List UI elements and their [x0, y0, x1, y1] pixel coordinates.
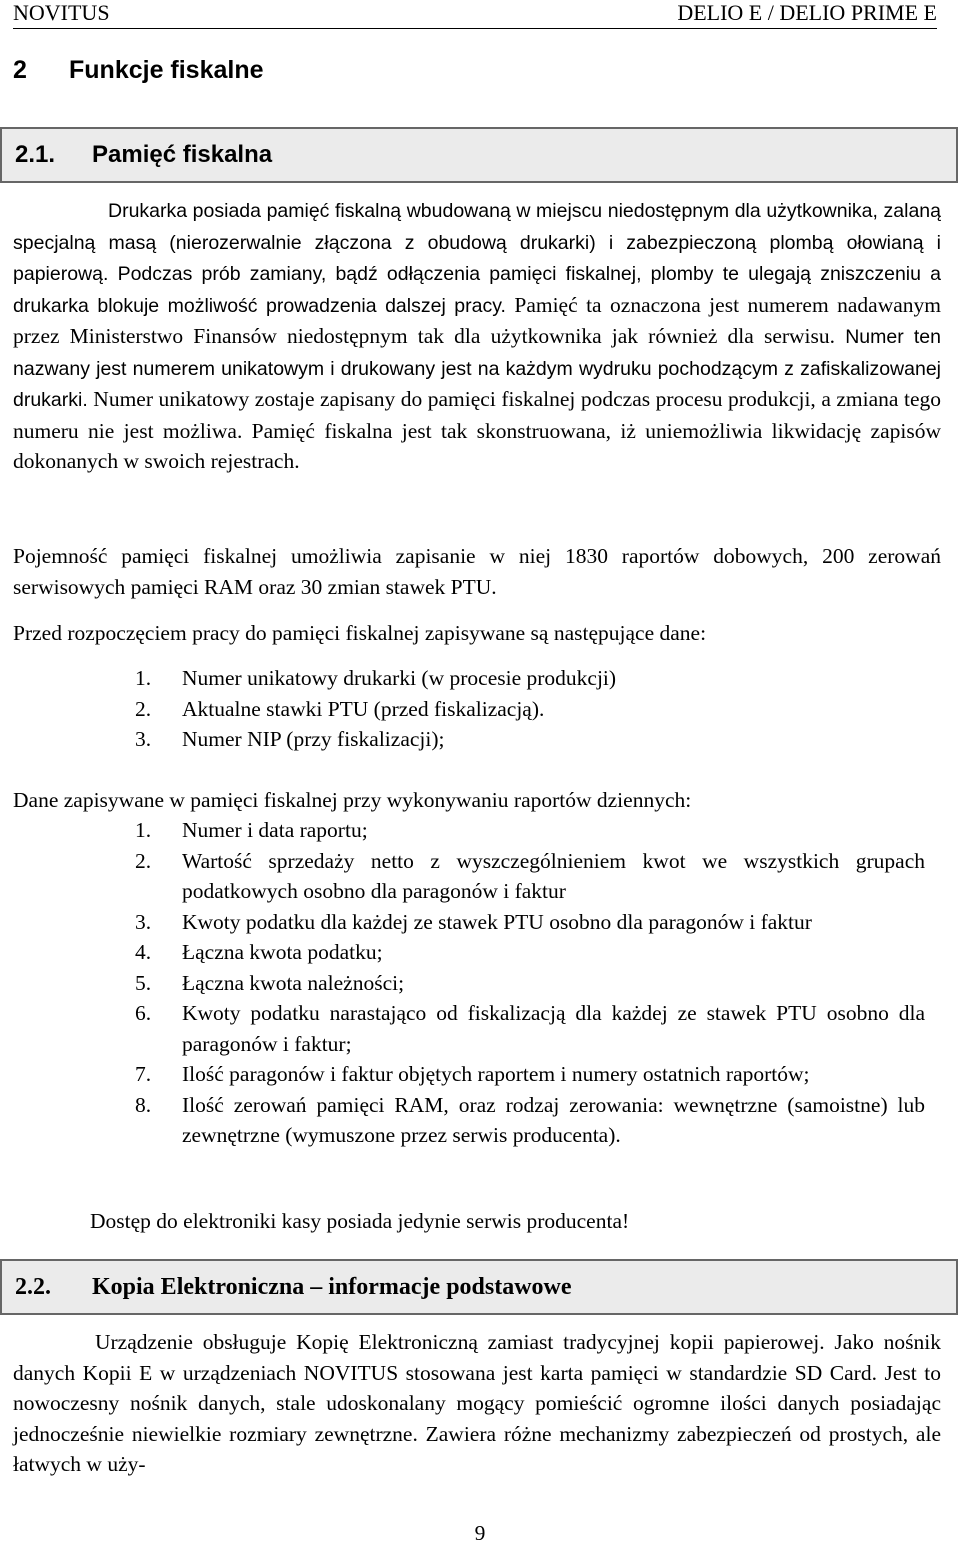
paragraph-fiscal-memory — [13, 195, 941, 477]
list-item: 7. Ilość paragonów i faktur objętych raportem i numery ostatnich raportów; — [135, 1062, 810, 1086]
paragraph-electronic-copy: Urządzenie obsługuje Kopię Elektroniczną zamiast tradycyjnej kopii papierowej. Jako nośnik danych Kopii E w urządzeniach NOVITUS stosowana jest karta pamięci w standardzie SD Card. Jest to nowoczesny nośnik danych, stale udoskonalany mogący pomieścić ogromne ilości danych posiadając jednocześnie niewielkie rozmiary zewnętrzne. Zawiera różne mechanizmy zabezpieczeń od prostych, ale łatwych w uży- — [13, 1330, 941, 1476]
header-right: DELIO E / DELIO PRIME E — [677, 0, 937, 25]
chapter-title: Funkcje fiskalne — [69, 56, 264, 84]
list-item: 4. Łączna kwota podatku; — [135, 940, 383, 964]
list-daily-report-data — [135, 815, 925, 1151]
paragraph-sans-part-2: Podczas prób zamiany, bądź odłączenia pamięci fiskalnej, plomby te ulegają zniszczeniu a drukarka blokuje możliwość prowadzenia dalszej pracy. — [13, 263, 941, 317]
section-title: Kopia Elektroniczna – informacje podstawowe — [92, 1274, 572, 1300]
paragraph-serif-rest: Numer unikatowy zostaje zapisany do pamięci fiskalnej podczas procesu produkcji, a zmiana tego numeru nie jest możliwa. Pamięć fiskalna jest tak skonstruowana, iż uniemożliwia likwidację zapisów dokonanych w swoich rejestrach. — [13, 387, 941, 473]
list-initial-data — [135, 663, 925, 755]
section-title: Pamięć fiskalna — [92, 141, 273, 168]
list-item: 2. Aktualne stawki PTU (przed fiskalizacją). — [135, 696, 545, 721]
chapter-number: 2 — [13, 56, 27, 84]
paragraph-daily-reports: Dane zapisywane w pamięci fiskalnej przy wykonywaniu raportów dziennych: — [13, 788, 692, 812]
paragraph-sans-part-3: Numer ten nazwany jest numerem unikatowym i drukowany jest na każdym wydruku pochodzącym z zafiskalizowanej drukarki. — [13, 326, 942, 411]
list-item: 3. Numer NIP (przy fiskalizacji); — [135, 727, 445, 751]
section-number: 2.1. — [15, 141, 56, 168]
paragraph-before-work: Przed rozpoczęciem pracy do pamięci fiskalnej zapisywane są następujące dane: — [13, 621, 707, 645]
header-divider — [13, 28, 937, 29]
list-item: 6. Kwoty podatku narastająco od fiskalizacją dla każdej ze stawek PTU osobno dla paragonów i faktur; — [135, 1001, 925, 1056]
section-heading-2-2 — [0, 1259, 958, 1315]
section-heading-2-1 — [0, 127, 958, 183]
page-number: 9 — [474, 1521, 486, 1545]
chapter-heading — [13, 55, 264, 85]
section-number: 2.2. — [15, 1274, 51, 1300]
paragraph-sans-part: Drukarka posiada pamięć fiskalną wbudowaną w miejscu niedostępnym dla użytkownika, zalaną specjalną masą (nierozerwalnie złączona z obudową drukarki) i zabezpieczoną plombą ołowianą i papierową. — [13, 200, 941, 285]
list-item: 5. Łączna kwota należności; — [135, 970, 405, 995]
list-item: 3. Kwoty podatku dla każdej ze stawek PTU osobno dla paragonów i faktur — [135, 909, 812, 934]
list-item: 1. Numer i data raportu; — [135, 818, 368, 842]
paragraph-capacity: Pojemność pamięci fiskalnej umożliwia zapisanie w niej 1830 raportów dobowych, 200 zerowań serwisowych pamięci RAM oraz 30 zmian stawek PTU. — [13, 544, 941, 599]
paragraph-serif-part-b: Pamięć ta oznaczona jest numerem nadawanym przez Ministerstwo Finansów niedostępnym tak dla użytkownika jak również dla serwisu. — [13, 292, 941, 348]
paragraph-access-note: Dostęp do elektroniki kasy posiada jedynie serwis producenta! — [90, 1209, 630, 1233]
list-item: 8. Ilość zerowań pamięci RAM, oraz rodzaj zerowania: wewnętrzne (samoistne) lub zewnętrzne (wymuszone przez serwis producenta). — [135, 1092, 925, 1147]
header-left: NOVITUS — [13, 0, 110, 25]
list-item: 1. Numer unikatowy drukarki (w procesie produkcji) — [135, 666, 617, 690]
list-item: 2. Wartość sprzedaży netto z wyszczególnieniem kwot we wszystkich grupach podatkowych osobno dla paragonów i faktur — [135, 848, 925, 903]
